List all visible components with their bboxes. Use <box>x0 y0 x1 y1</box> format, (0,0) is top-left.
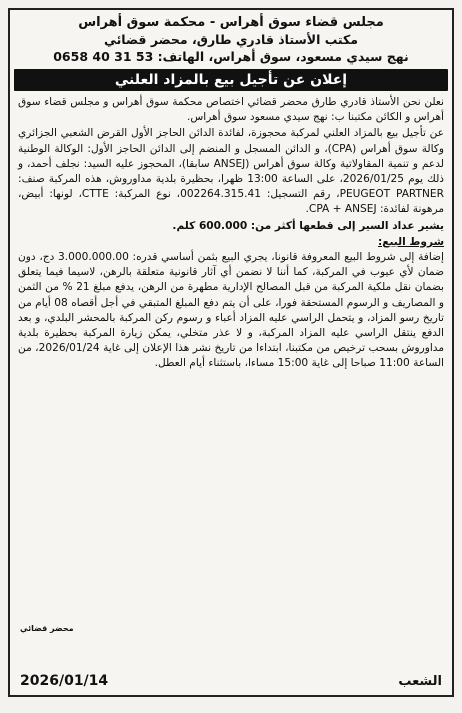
conditions-heading: شروط البيع: <box>377 235 444 248</box>
notice-body <box>18 95 444 372</box>
phone-number: 0658 40 31 53 <box>53 49 154 64</box>
address-text: نهج سيدي مسعود، سوق أهراس، الهاتف: <box>157 49 409 64</box>
office-line: مكتب الأستاذ قادري طارق، محضر قضائي <box>103 32 359 47</box>
intro-paragraph: نعلن نحن الأستاذ قادري طارق محضر قضائي اختصاص محكمة سوق أهراس و مجلس قضاء سوق أهراس و الكائن مكتبنا ب: نهج سيدي مسعود سوق أهراس. <box>18 96 444 124</box>
publication-date: 2026/01/14 <box>20 673 109 689</box>
conditions-paragraph: إضافة إلى شروط البيع المعروفة قانونا، يجري البيع بثمن أساسي قدره: 3.000.000.00 دج، دون ضمان لأي عيوب في المركبة، كما أننا لا نضمن أي آثار قانونية متعلقة بالرهن، لاسيما فيما يتعلق بضمان نقل ملكية المركبة من قبل المصالح الإدارية مطهرة من الرهن، يدفع مبلغ 21 % من الثمن و المصاريف و الرسوم المستحقة فورا، على أن يتم دفع المبلغ المتبقي في أجل أقصاه 08 أيام من تاريخ رسو المزاد، و يتحمل الراسي عليه المزاد أعباء و رسوم ركن المركبة بالمحشر البلدي، و بعد الدفع ينتقل الراسي عليه المزاد المركبة، و لا عذر متخلي، يمكن زيارة المركبة بحظيرة بلدية مداوروش بسحب ترخيص من مكتبنا، ابتداءا من تاريخ نشر هذا الإعلان إلى غاية 2026/01/24، من الساعة 11:00 صباحا إلى غاية 15:00 مساءا، باستثناء أيام العطل. <box>18 251 444 370</box>
notice-title: إعلان عن تأجيل بيع بالمزاد العلني <box>14 69 448 91</box>
odometer-paragraph: يشير عداد السير إلى قطعها أكثر من: 600.000 كلم. <box>172 219 444 232</box>
footer <box>20 673 442 689</box>
newspaper-name: الشعب <box>398 674 442 689</box>
sale-paragraph: عن تأجيل بيع بالمزاد العلني لمركبة محجوزة، لفائدة الدائن الحاجز الأول القرض الشعبي الجزائري وكالة سوق أهراس (CPA)، و الدائن المسجل و المنضم إلى الدائن الحاجز الأول: الوكالة الوطنية لدعم و تنمية المقاولاتية وكالة سوق أهراس (ANSEJ سابقا)، المحجوز عليه السيد: نجلف أحمد، و ذلك يوم 2026/01/25، على الساعة 13:00 ظهرا، بحظيرة بلدية مداوروش، هذه المركبة صنف: PEUGEOT PARTNER، رقم التسجيل: 002264.315.41، نوع المركبة: CTTE، لونها: أبيض، مرهونة لفائدة: CPA + ANSEJ. <box>18 127 445 216</box>
legal-notice <box>8 8 454 697</box>
court-line: مجلس قضاء سوق أهراس - محكمة سوق أهراس <box>78 15 384 30</box>
address-line <box>18 48 444 65</box>
header <box>18 14 444 65</box>
signature: محضر قضائي <box>20 624 74 633</box>
